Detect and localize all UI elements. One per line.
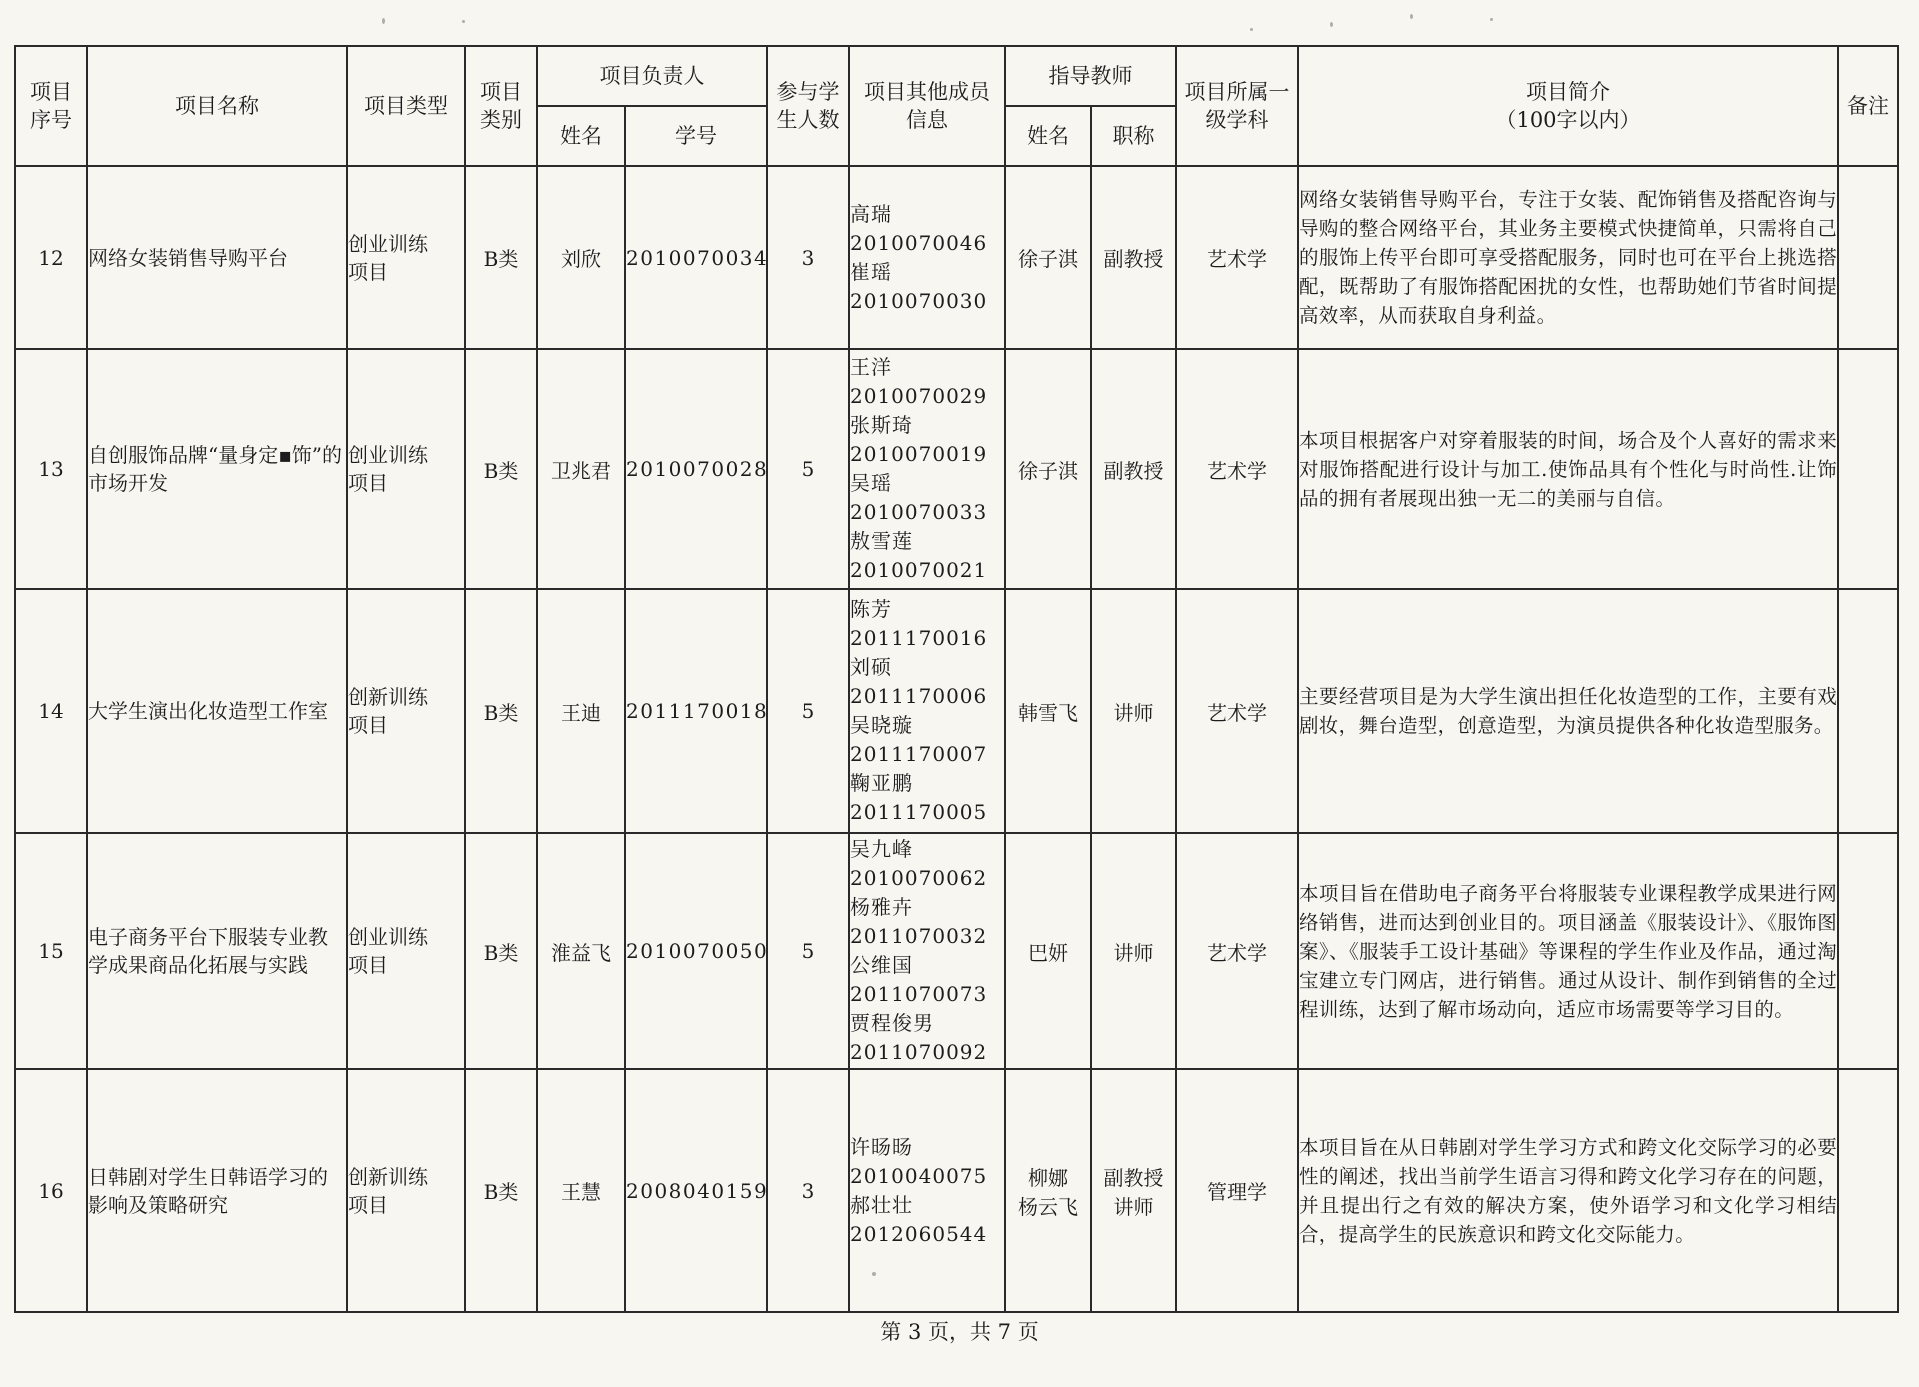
header-remark: 备注 [1838, 46, 1898, 166]
cell-type: 创业训练 项目 [347, 833, 465, 1069]
cell-advisor-name: 巴妍 [1005, 833, 1091, 1069]
cell-advisor-title: 副教授 [1091, 349, 1176, 589]
header-leader-id: 学号 [625, 106, 767, 166]
cell-seq: 13 [15, 349, 87, 589]
cell-leader-name: 刘欣 [537, 166, 625, 349]
project-table [14, 45, 1899, 1313]
cell-type: 创新训练 项目 [347, 589, 465, 833]
cell-seq: 16 [15, 1069, 87, 1312]
cell-advisor-name: 徐子淇 [1005, 349, 1091, 589]
cell-type: 创新训练 项目 [347, 1069, 465, 1312]
cell-type: 创业训练 项目 [347, 349, 465, 589]
cell-discipline: 艺术学 [1176, 589, 1298, 833]
cell-advisor-name: 韩雪飞 [1005, 589, 1091, 833]
cell-advisor-name: 徐子淇 [1005, 166, 1091, 349]
header-members: 项目其他成员 信息 [849, 46, 1005, 166]
cell-count: 3 [767, 166, 849, 349]
header-leader-name: 姓名 [537, 106, 625, 166]
cell-seq: 14 [15, 589, 87, 833]
header-intro: 项目简介 （100字以内） [1298, 46, 1838, 166]
cell-count: 5 [767, 349, 849, 589]
cell-intro: 本项目旨在从日韩剧对学生学习方式和跨文化交际学习的必要性的阐述，找出当前学生语言习得和跨文化学习存在的问题，并且提出行之有效的解决方案，使外语学习和文化学习相结合，提高学生的民族意识和跨文化交际能力。 [1298, 1069, 1838, 1312]
header-advisor-title: 职称 [1091, 106, 1176, 166]
cell-category: B类 [465, 1069, 537, 1312]
cell-name: 大学生演出化妆造型工作室 [87, 589, 347, 833]
table-row [15, 589, 1898, 833]
cell-intro: 网络女装销售导购平台，专注于女装、配饰销售及搭配咨询与导购的整合网络平台，其业务主要模式快捷简单，只需将自己的服饰上传平台即可享受搭配服务，同时也可在平台上挑选搭配，既帮助了有服饰搭配困扰的女性，也帮助她们节省时间提高效率，从而获取自身利益。 [1298, 166, 1838, 349]
cell-category: B类 [465, 349, 537, 589]
cell-count: 5 [767, 589, 849, 833]
table-row [15, 1069, 1898, 1312]
header-leader: 项目负责人 [537, 46, 767, 106]
cell-leader-id: 2011170018 [625, 589, 767, 833]
cell-leader-id: 2008040159 [625, 1069, 767, 1312]
cell-intro: 本项目旨在借助电子商务平台将服装专业课程教学成果进行网络销售，进而达到创业目的。项目涵盖《服装设计》、《服饰图案》、《服装手工设计基础》等课程的学生作业及作品，通过淘宝建立专门网店，进行销售。通过从设计、制作到销售的全过程训练，达到了解市场动向，适应市场需要等学习目的。 [1298, 833, 1838, 1069]
header-discipline: 项目所属一 级学科 [1176, 46, 1298, 166]
table-header-row [15, 46, 1898, 106]
cell-category: B类 [465, 589, 537, 833]
header-advisor-name: 姓名 [1005, 106, 1091, 166]
cell-discipline: 艺术学 [1176, 833, 1298, 1069]
cell-members: 陈芳 2011170016 刘硕 2011170006 吴晓璇 2011170007 鞠亚鹏 2011170005 [849, 589, 1005, 833]
cell-advisor-name: 柳娜 杨云飞 [1005, 1069, 1091, 1312]
header-type: 项目类型 [347, 46, 465, 166]
cell-advisor-title: 副教授 [1091, 166, 1176, 349]
cell-intro: 本项目根据客户对穿着服装的时间，场合及个人喜好的需求来对服饰搭配进行设计与加工.使饰品具有个性化与时尚性.让饰品的拥有者展现出独一无二的美丽与自信。 [1298, 349, 1838, 589]
cell-count: 5 [767, 833, 849, 1069]
cell-members: 吴九峰 2010070062 杨雅卉 2011070032 公维国 2011070073 贾程俊男 2011070092 [849, 833, 1005, 1069]
table-row [15, 166, 1898, 349]
cell-remark [1838, 1069, 1898, 1312]
cell-members: 王洋 2010070029 张斯琦 2010070019 吴瑶 2010070033 敖雪莲 2010070021 [849, 349, 1005, 589]
header-category: 项目 类别 [465, 46, 537, 166]
cell-advisor-title: 讲师 [1091, 833, 1176, 1069]
cell-name: 日韩剧对学生日韩语学习的影响及策略研究 [87, 1069, 347, 1312]
cell-leader-name: 王迪 [537, 589, 625, 833]
cell-leader-name: 王慧 [537, 1069, 625, 1312]
cell-leader-name: 淮益飞 [537, 833, 625, 1069]
page-footer: 第 3 页，共 7 页 [880, 1320, 1039, 1344]
cell-remark [1838, 589, 1898, 833]
cell-leader-name: 卫兆君 [537, 349, 625, 589]
header-advisor: 指导教师 [1005, 46, 1176, 106]
cell-name: 自创服饰品牌“量身定▪饰”的市场开发 [87, 349, 347, 589]
cell-discipline: 艺术学 [1176, 166, 1298, 349]
cell-remark [1838, 349, 1898, 589]
cell-type: 创业训练 项目 [347, 166, 465, 349]
cell-name: 网络女装销售导购平台 [87, 166, 347, 349]
header-name: 项目名称 [87, 46, 347, 166]
cell-count: 3 [767, 1069, 849, 1312]
header-count: 参与学 生人数 [767, 46, 849, 166]
cell-members: 许旸旸 2010040075 郝壮壮 2012060544 [849, 1069, 1005, 1312]
cell-name: 电子商务平台下服装专业教学成果商品化拓展与实践 [87, 833, 347, 1069]
cell-members: 高瑞 2010070046 崔瑶 2010070030 [849, 166, 1005, 349]
cell-intro: 主要经营项目是为大学生演出担任化妆造型的工作，主要有戏剧妆，舞台造型，创意造型，为演员提供各种化妆造型服务。 [1298, 589, 1838, 833]
cell-category: B类 [465, 833, 537, 1069]
cell-seq: 15 [15, 833, 87, 1069]
cell-remark [1838, 166, 1898, 349]
cell-advisor-title: 副教授 讲师 [1091, 1069, 1176, 1312]
cell-leader-id: 2010070050 [625, 833, 767, 1069]
cell-discipline: 艺术学 [1176, 349, 1298, 589]
cell-category: B类 [465, 166, 537, 349]
cell-leader-id: 2010070028 [625, 349, 767, 589]
table-row [15, 349, 1898, 589]
cell-remark [1838, 833, 1898, 1069]
project-table-sheet [14, 45, 1897, 1315]
header-seq: 项目 序号 [15, 46, 87, 166]
cell-leader-id: 2010070034 [625, 166, 767, 349]
table-row [15, 833, 1898, 1069]
cell-discipline: 管理学 [1176, 1069, 1298, 1312]
cell-seq: 12 [15, 166, 87, 349]
cell-advisor-title: 讲师 [1091, 589, 1176, 833]
